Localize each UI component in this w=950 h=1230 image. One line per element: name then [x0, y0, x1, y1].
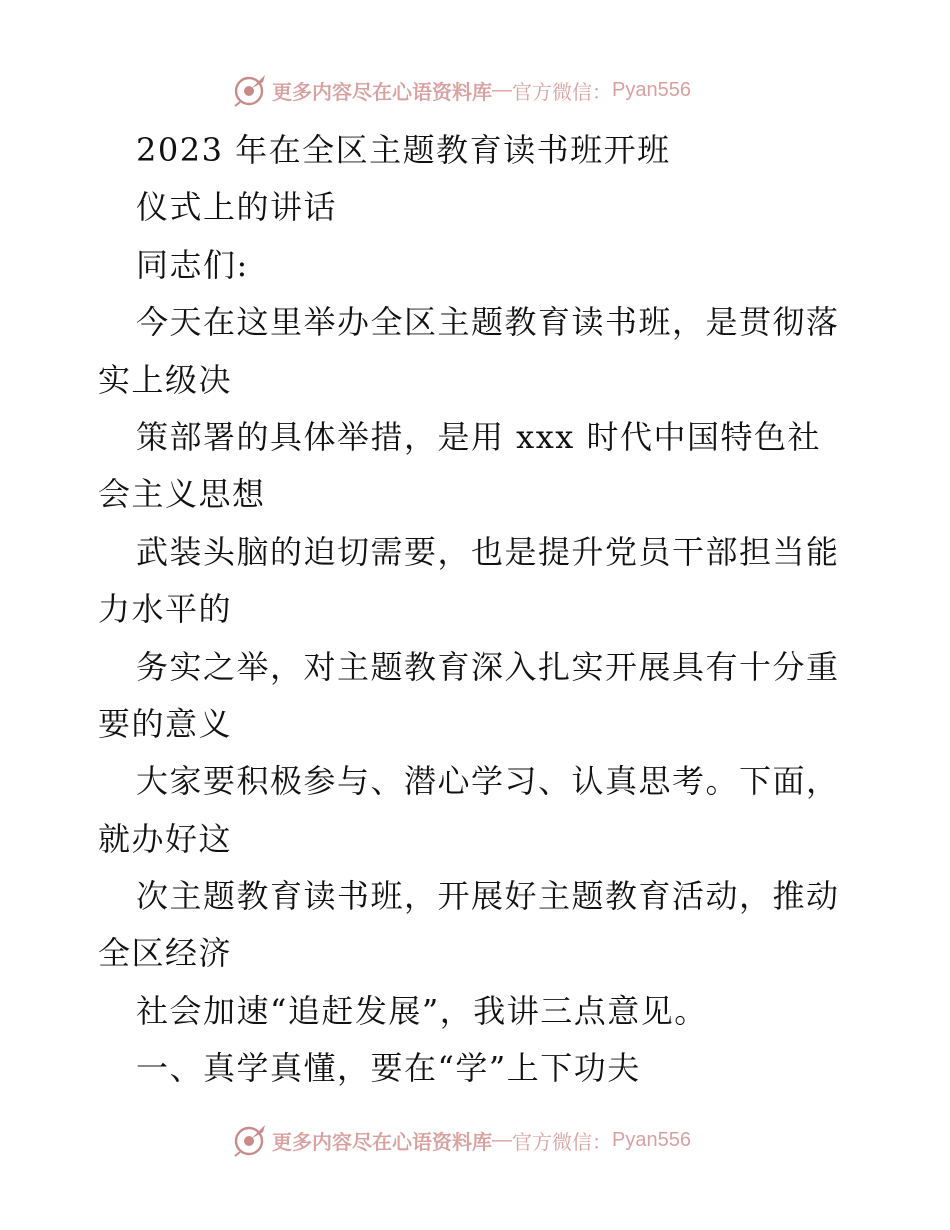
text-line: 一、真学真懂，要在“学”上下功夫 [136, 1049, 641, 1088]
text-line: 要的意义 [98, 704, 233, 743]
text-line: 今天在这里举办全区主题教育读书班，是贯彻落 [136, 303, 840, 342]
watermark-official: 官方微信： [512, 79, 612, 104]
text-line: 全区经济 [98, 934, 233, 973]
text-line: 社会加速“追赶发展”，我讲三点意见。 [136, 991, 708, 1030]
footer-watermark [232, 1122, 691, 1158]
text-line: 大家要积极参与、潜心学习、认真思考。下面， [136, 762, 840, 801]
watermark-handle: Pyan556 [612, 78, 691, 101]
text-line: 力水平的 [98, 590, 233, 629]
text-line: 实上级决 [98, 360, 233, 399]
text-line: 就办好这 [98, 819, 233, 858]
watermark-separator: — [492, 1128, 512, 1151]
text-line: 同志们: [136, 245, 249, 284]
quill-logo-icon [232, 72, 268, 108]
quill-logo-icon [232, 1122, 268, 1158]
text-line: 2023 年在全区主题教育读书班开班 [136, 131, 671, 169]
watermark-separator: — [492, 78, 512, 101]
text-line: 武装头脑的迫切需要，也是提升党员干部担当能 [136, 532, 840, 571]
document-body [98, 122, 858, 1098]
text-line: 务实之举，对主题教育深入扎实开展具有十分重 [136, 647, 840, 686]
text-line: 策部署的具体举措，是用 xxx 时代中国特色社 [136, 417, 821, 456]
watermark-brand: 更多内容尽在心语资料库 [272, 79, 492, 104]
watermark-brand: 更多内容尽在心语资料库 [272, 1129, 492, 1154]
watermark-handle: Pyan556 [612, 1128, 691, 1151]
watermark-official: 官方微信： [512, 1129, 612, 1154]
header-watermark [232, 72, 691, 108]
text-line: 仪式上的讲话 [136, 188, 338, 227]
text-line: 会主义思想 [98, 475, 266, 514]
text-line: 次主题教育读书班，开展好主题教育活动，推动 [136, 877, 840, 916]
